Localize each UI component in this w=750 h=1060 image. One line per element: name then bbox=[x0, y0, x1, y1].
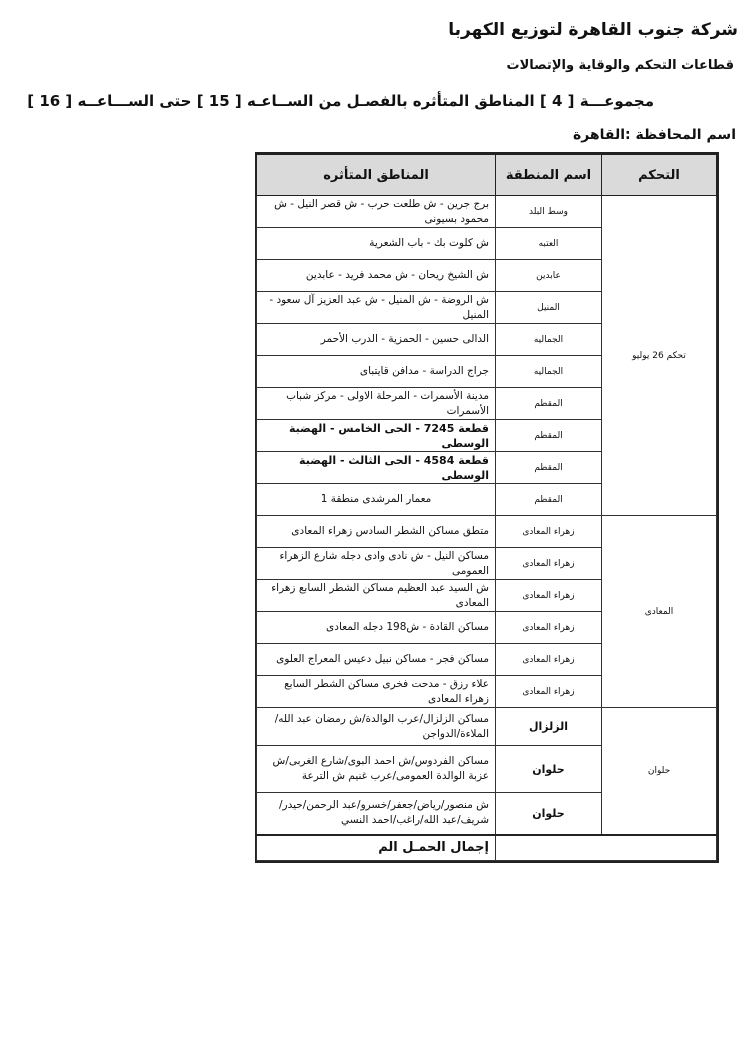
affected-areas-cell: ش الروضة - ش المنيل - ش عبد العزيز آل سعود - المنيل bbox=[257, 292, 496, 324]
table-row bbox=[257, 516, 717, 548]
area-name-cell: عابدين bbox=[496, 260, 602, 292]
total-value-cell bbox=[496, 835, 717, 861]
header-control: التحكم bbox=[602, 155, 717, 196]
area-name-cell: زهراء المعادى bbox=[496, 612, 602, 644]
area-name-cell: الجماليه bbox=[496, 324, 602, 356]
affected-areas-cell: مساكن فجر - مساكن نبيل دعيس المعراج العلوى bbox=[257, 644, 496, 676]
header-area-name: اسم المنطقة bbox=[496, 155, 602, 196]
area-name-cell: زهراء المعادى bbox=[496, 580, 602, 612]
area-name-cell: زهراء المعادى bbox=[496, 676, 602, 708]
header-affected-areas: المناطق المتأثره bbox=[257, 155, 496, 196]
area-name-cell: زهراء المعادى bbox=[496, 548, 602, 580]
affected-areas-table bbox=[255, 152, 719, 863]
affected-areas-cell: قطعة 7245 - الحى الخامس - الهضبة الوسطى bbox=[257, 420, 496, 452]
area-name-cell: العتبه bbox=[496, 228, 602, 260]
area-name-cell: المنيل bbox=[496, 292, 602, 324]
affected-areas-cell: مساكن النيل - ش نادى وادى دجله شارع الزهراء العمومى bbox=[257, 548, 496, 580]
affected-areas-cell: مساكن القادة - ش198 دجله المعادى bbox=[257, 612, 496, 644]
affected-areas-cell: ش منصور/رياض/جعفر/خسرو/عبد الرحمن/حيدر/شريف/عبد الله/راغب/احمد النسي bbox=[257, 793, 496, 835]
affected-areas-cell: قطعة 4584 - الحى الثالث - الهضبة الوسطى bbox=[257, 452, 496, 484]
affected-areas-cell: برج جرين - ش طلعت حرب - ش قصر النيل - ش محمود بسيونى bbox=[257, 196, 496, 228]
affected-areas-cell: مساكن الزلزال/عرب الوالدة/ش رمضان عبد الله/الملاءة/الدواجن bbox=[257, 708, 496, 746]
area-name-cell: حلوان bbox=[496, 746, 602, 793]
area-name-cell: زهراء المعادى bbox=[496, 516, 602, 548]
affected-areas-cell: الدالى حسين - الحمزية - الدرب الأحمر bbox=[257, 324, 496, 356]
area-name-cell: حلوان bbox=[496, 793, 602, 835]
affected-areas-cell: مدينة الأسمرات - المرحلة الاولى - مركز شباب الأسمرات bbox=[257, 388, 496, 420]
total-row bbox=[257, 835, 717, 861]
affected-areas-cell: علاء رزق - مدحت فخرى مساكن الشطر السابع زهراء المعادى bbox=[257, 676, 496, 708]
sector-name: قطاعات التحكم والوقاية والإتصالات bbox=[506, 58, 734, 73]
affected-areas-cell: ش السيد عبد العظيم مساكن الشطر السابع زهراء المعادى bbox=[257, 580, 496, 612]
control-cell: حلوان bbox=[602, 708, 717, 835]
table-row bbox=[257, 708, 717, 746]
affected-areas-cell: ش الشيخ ريحان - ش محمد فريد - عابدين bbox=[257, 260, 496, 292]
governorate-label: اسم المحافظة :القاهرة bbox=[572, 127, 736, 143]
area-name-cell: زهراء المعادى bbox=[496, 644, 602, 676]
affected-areas-cell: جراج الدراسة - مدافن قايتباى bbox=[257, 356, 496, 388]
control-cell: تحكم 26 يوليو bbox=[602, 196, 717, 516]
control-cell: المعادى bbox=[602, 516, 717, 708]
table-row bbox=[257, 196, 717, 228]
affected-areas-cell: ش كلوت بك - باب الشعرية bbox=[257, 228, 496, 260]
affected-areas-cell: معمار المرشدى منطقة 1 bbox=[257, 484, 496, 516]
area-name-cell: الزلزال bbox=[496, 708, 602, 746]
company-name: شركة جنوب القاهرة لتوزيع الكهربا bbox=[448, 20, 738, 40]
affected-areas-cell: متطق مساكن الشطر السادس زهراء المعادى bbox=[257, 516, 496, 548]
area-name-cell: الجماليه bbox=[496, 356, 602, 388]
area-name-cell: المقطم bbox=[496, 484, 602, 516]
affected-areas-cell: مساكن الفردوس/ش احمد البوى/شارع الغربى/ش عزبة الوالدة العمومى/عرب غنيم ش الترعة bbox=[257, 746, 496, 793]
group-title: مجموعـــة [ 4 ] المناطق المتأثره بالفصـل من الســاعـه [ 15 ] حتى الســـاعــه [ 16 ] bbox=[27, 92, 654, 110]
area-name-cell: المقطم bbox=[496, 388, 602, 420]
area-name-cell: المقطم bbox=[496, 420, 602, 452]
total-label: إجمال الحمـل الم bbox=[257, 835, 496, 861]
area-name-cell: المقطم bbox=[496, 452, 602, 484]
area-name-cell: وسط البلد bbox=[496, 196, 602, 228]
